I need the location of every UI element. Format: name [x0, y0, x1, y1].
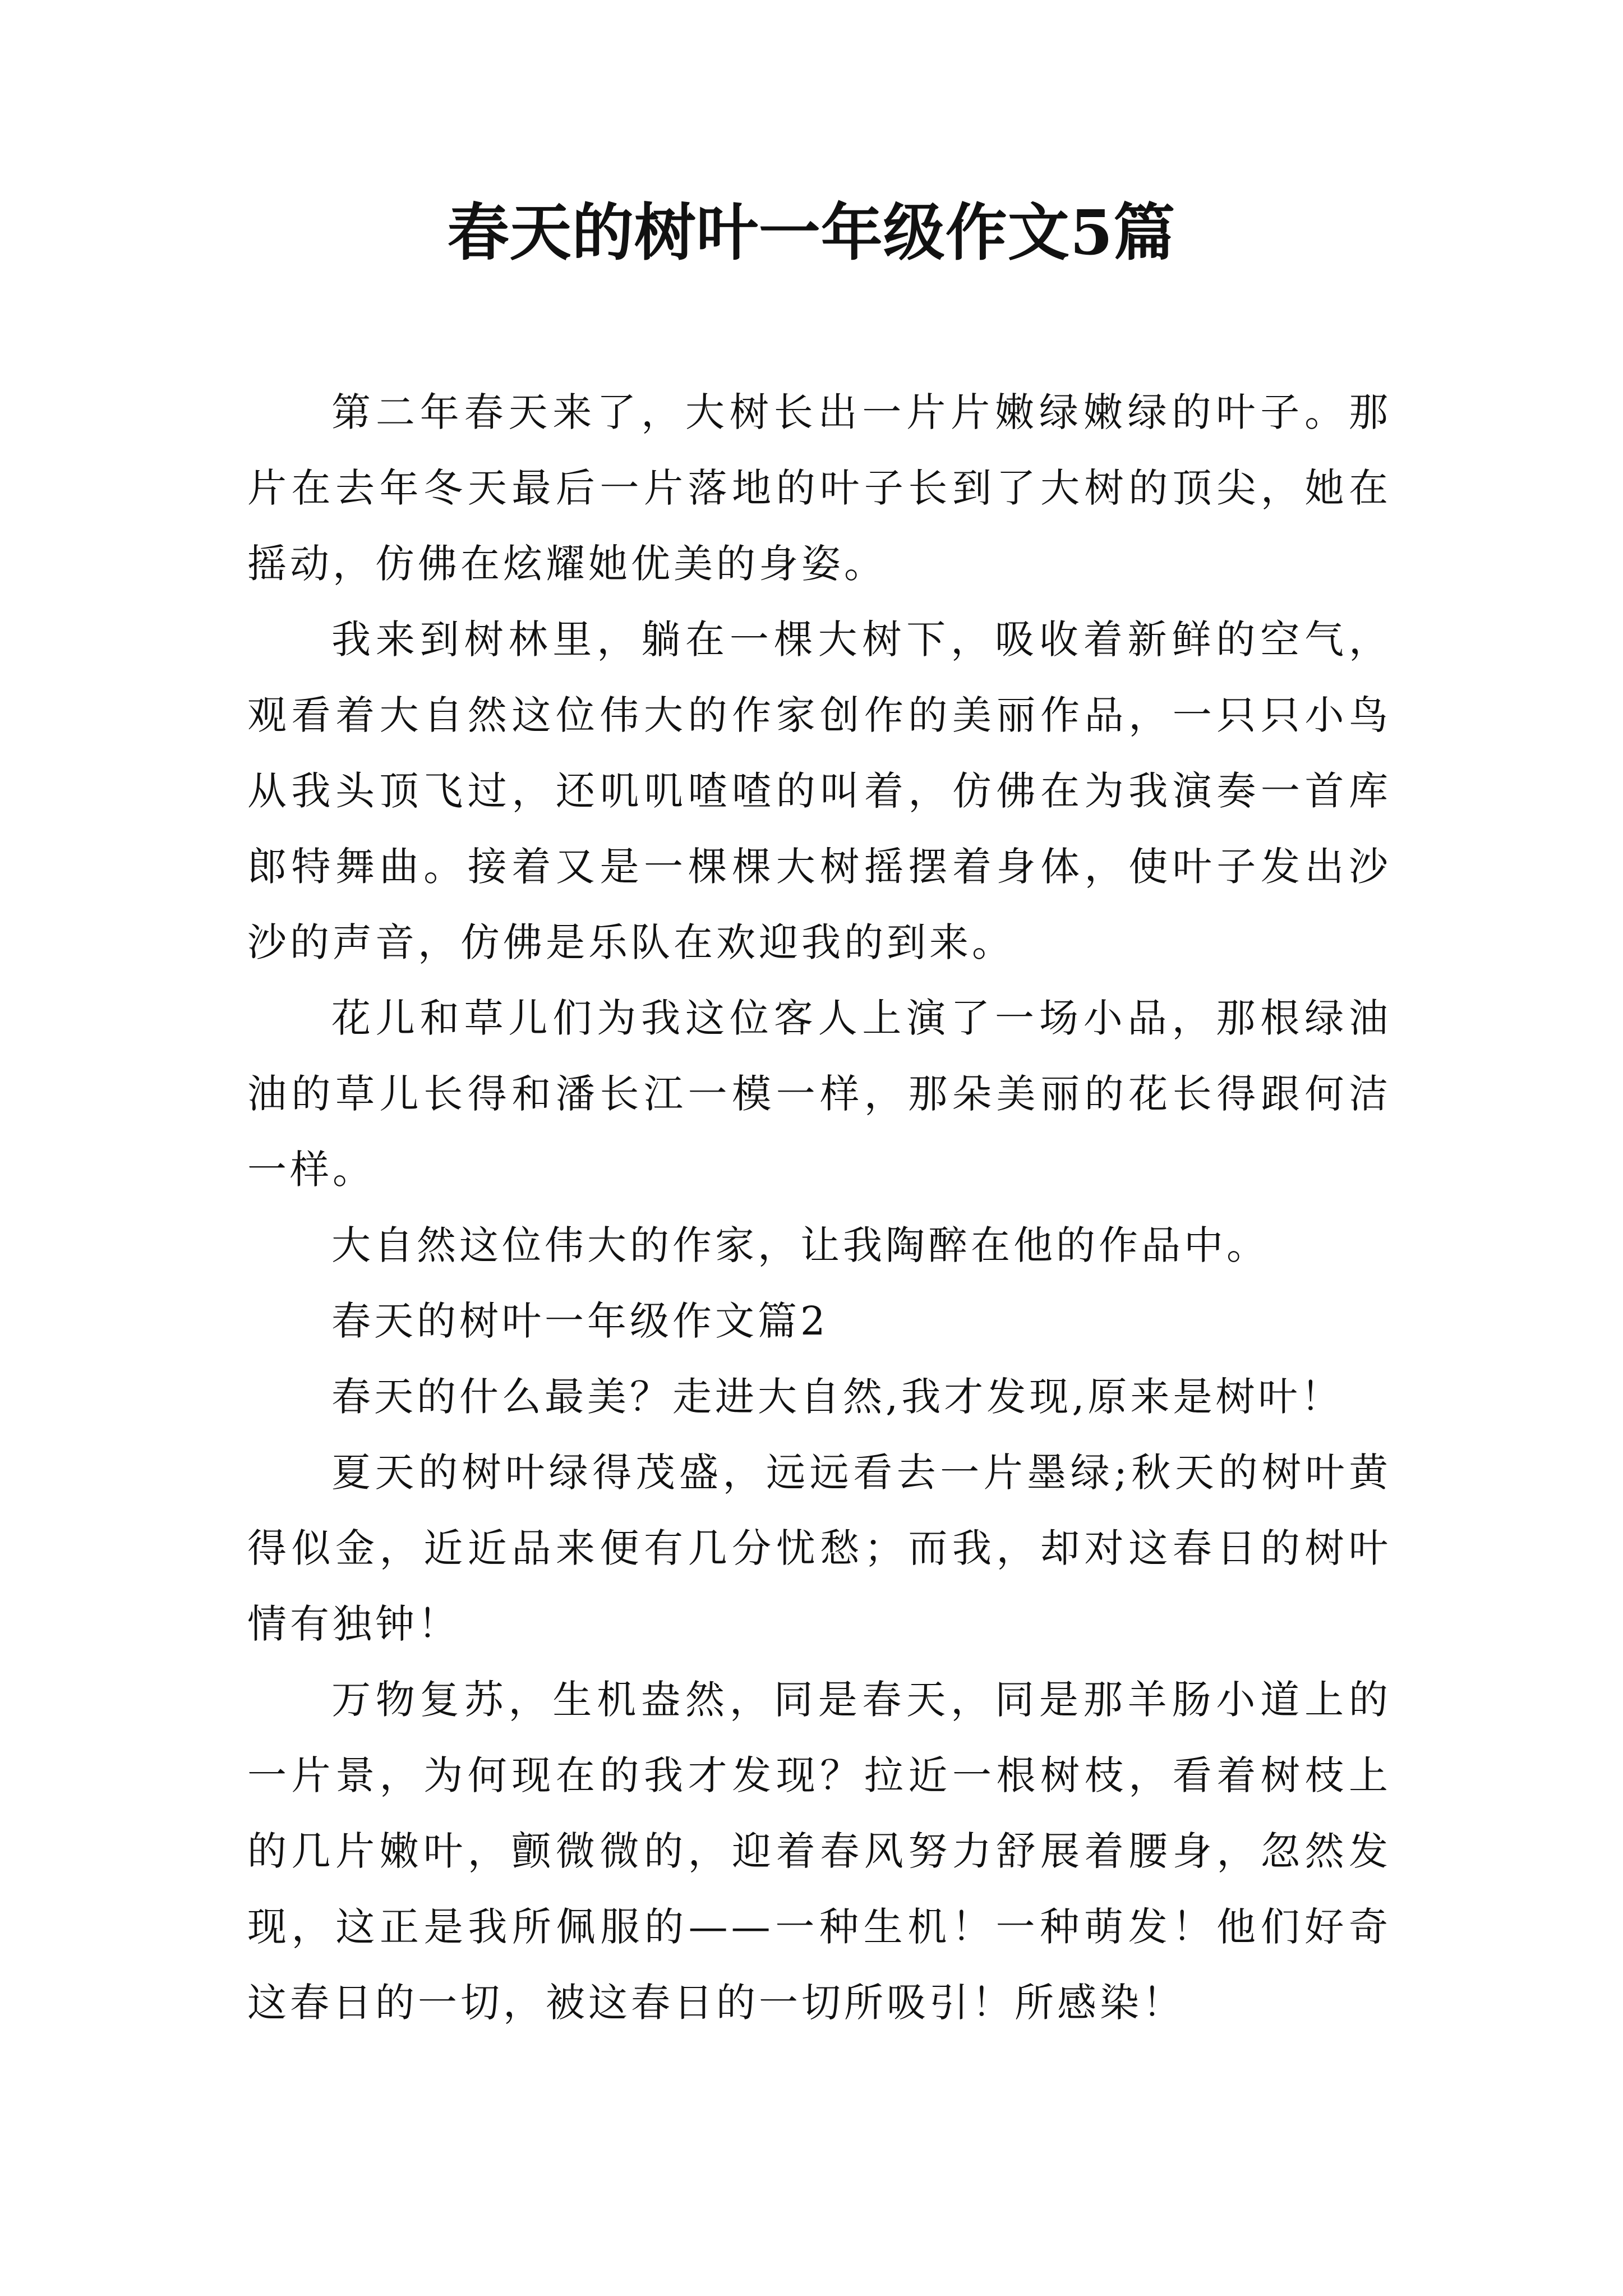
paragraph: 夏天的树叶绿得茂盛，远远看去一片墨绿;秋天的树叶黄得似金，近近品来便有几分忧愁；而我，却对这春日的树叶情有独钟！ [247, 1450, 1391, 1647]
paragraph: 我来到树林里，躺在一棵大树下，吸收着新鲜的空气，观看着大自然这位伟大的作家创作的美丽作品，一只只小鸟从我头顶飞过，还叽叽喳喳的叫着，仿佛在为我演奏一首库郎特舞曲。接着又是一棵棵大树摇摆着身体，使叶子发出沙沙的声音，仿佛是乐队在欢迎我的到来。 [247, 616, 1391, 965]
section-heading: 春天的树叶一年级作文篇2 [331, 1298, 829, 1344]
paragraph: 万物复苏，生机盎然，同是春天，同是那羊肠小道上的一片景，为何现在的我才发现？拉近一根树枝，看着树枝上的几片嫩叶，颤微微的，迎着春风努力舒展着腰身，忽然发现，这正是我所佩服的——一种生机！一种萌发！他们好奇这春日的一切，被这春日的一切所吸引！所感染！ [247, 1677, 1391, 2026]
paragraph: 第二年春天来了，大树长出一片片嫩绿嫩绿的叶子。那片在去年冬天最后一片落地的叶子长到了大树的顶尖，她在摇动，仿佛在炫耀她优美的身姿。 [247, 389, 1391, 587]
paragraph: 花儿和草儿们为我这位客人上演了一场小品，那根绿油油的草儿长得和潘长江一模一样，那朵美丽的花长得跟何洁一样。 [247, 995, 1391, 1193]
paragraph: 春天的什么最美？走进大自然,我才发现,原来是树叶！ [331, 1374, 1344, 1420]
document-body [247, 375, 1391, 2041]
document-title: 春天的树叶一年级作文5篇 [447, 196, 1176, 269]
paragraph: 大自然这位伟大的作家，让我陶醉在他的作品中。 [331, 1222, 1269, 1268]
